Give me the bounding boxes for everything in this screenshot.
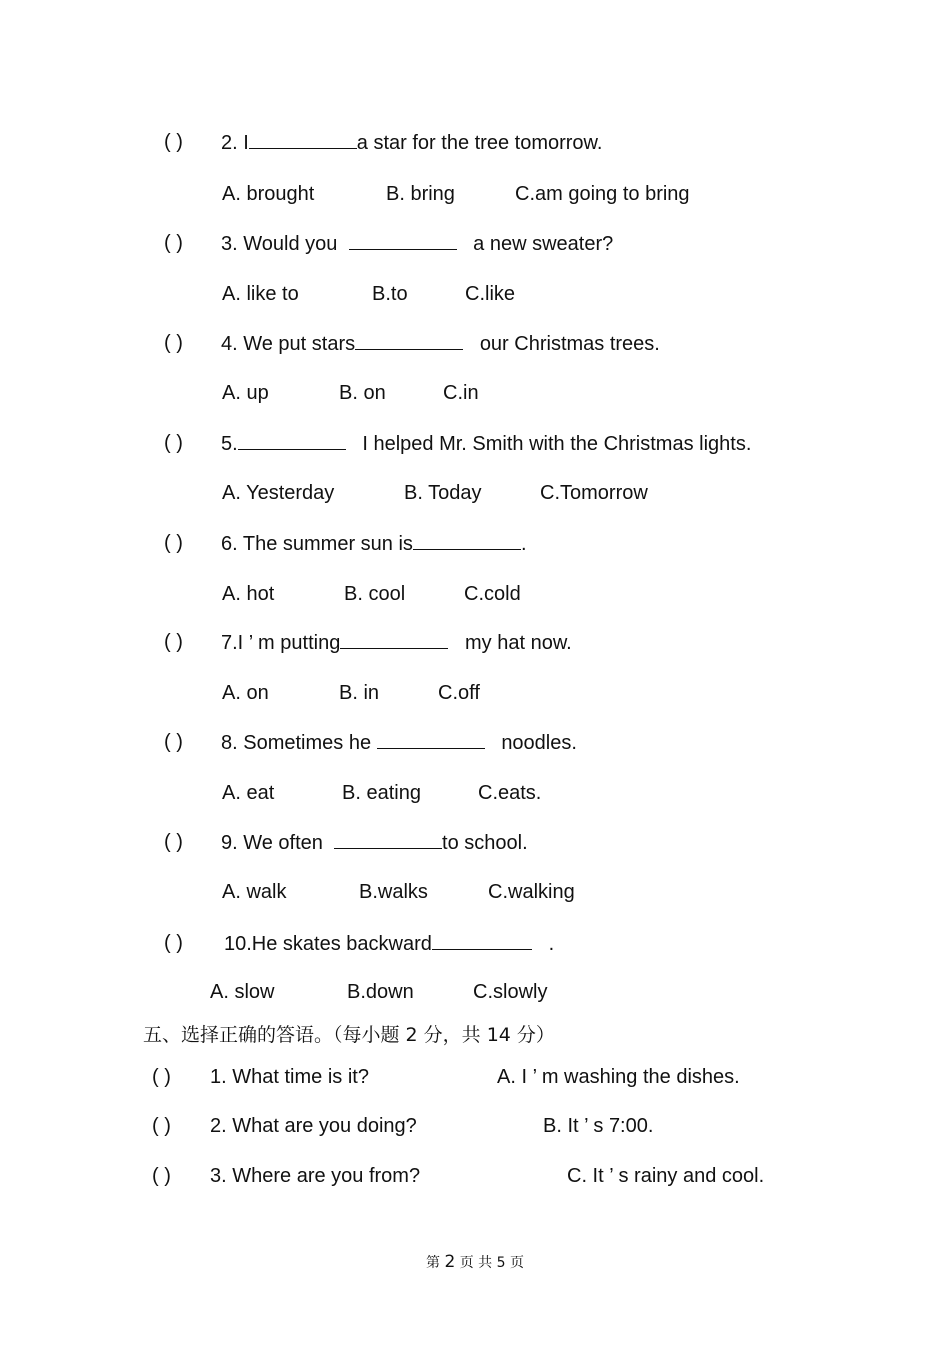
q5-option-a[interactable]: A. Yesterday — [222, 482, 335, 504]
q7-stem: 7.I ’ m putting my hat now. — [221, 632, 572, 654]
q4-option-b[interactable]: B. on — [339, 382, 386, 404]
q3-blank[interactable] — [349, 231, 457, 250]
q2-blank[interactable] — [249, 130, 357, 149]
q9-option-a[interactable]: A. walk — [222, 881, 287, 903]
footer-suffix: 页 — [510, 1255, 524, 1271]
q10-option-a[interactable]: A. slow — [210, 981, 275, 1003]
q9-blank[interactable] — [334, 830, 442, 849]
footer-total-pages: 5 — [496, 1255, 506, 1271]
q9-stem: 9. We often to school. — [221, 832, 528, 854]
q2-option-a[interactable]: A. brought — [222, 183, 315, 205]
q3-option-a[interactable]: A. like to — [222, 283, 299, 305]
q2-paren[interactable]: ( ) — [164, 131, 183, 153]
q7-option-b[interactable]: B. in — [339, 682, 380, 704]
q8-option-b[interactable]: B. eating — [342, 782, 421, 804]
q5-stem: 5. I helped Mr. Smith with the Christmas lights. — [221, 433, 752, 455]
q5-option-b[interactable]: B. Today — [404, 482, 482, 504]
match-paren-1[interactable]: ( ) — [152, 1066, 171, 1088]
q4-option-c[interactable]: C.in — [443, 382, 479, 404]
q7-option-c[interactable]: C.off — [438, 682, 480, 704]
q7-blank[interactable] — [340, 630, 448, 649]
q10-stem: 10.He skates backward . — [224, 933, 555, 955]
q6-option-a[interactable]: A. hot — [222, 583, 275, 605]
q2-stem: 2. I a star for the tree tomorrow. — [221, 132, 603, 154]
q8-option-c[interactable]: C.eats. — [478, 782, 542, 804]
q4-stem: 4. We put stars our Christmas trees. — [221, 333, 660, 355]
match-answer-a: A. I ’ m washing the dishes. — [497, 1066, 740, 1088]
page-footer — [0, 1252, 950, 1272]
q9-paren[interactable]: ( ) — [164, 831, 183, 853]
match-question-2: 2. What are you doing? — [210, 1115, 417, 1137]
q2-option-b[interactable]: B. bring — [386, 183, 455, 205]
q8-paren[interactable]: ( ) — [164, 731, 183, 753]
q5-paren[interactable]: ( ) — [164, 432, 183, 454]
q9-option-c[interactable]: C.walking — [488, 881, 575, 903]
q10-blank[interactable] — [432, 931, 532, 950]
q8-stem: 8. Sometimes he noodles. — [221, 732, 577, 754]
q6-option-c[interactable]: C.cold — [464, 583, 521, 605]
q4-paren[interactable]: ( ) — [164, 332, 183, 354]
q8-blank[interactable] — [377, 730, 485, 749]
q10-paren[interactable]: ( ) — [164, 932, 183, 954]
q8-option-a[interactable]: A. eat — [222, 782, 275, 804]
q6-paren[interactable]: ( ) — [164, 532, 183, 554]
match-question-1: 1. What time is it? — [210, 1066, 369, 1088]
q7-paren[interactable]: ( ) — [164, 631, 183, 653]
match-question-3: 3. Where are you from? — [210, 1165, 421, 1187]
match-answer-b: B. It ’ s 7:00. — [543, 1115, 654, 1137]
q10-option-b[interactable]: B.down — [347, 981, 414, 1003]
match-paren-3[interactable]: ( ) — [152, 1165, 171, 1187]
q6-stem: 6. The summer sun is . — [221, 533, 527, 555]
q6-option-b[interactable]: B. cool — [344, 583, 406, 605]
footer-middle: 页 共 — [459, 1255, 493, 1271]
footer-page-number: 2 — [444, 1252, 456, 1272]
q6-blank[interactable] — [413, 531, 521, 550]
q3-stem: 3. Would you a new sweater? — [221, 233, 614, 255]
section5-heading: 五、选择正确的答语。（每小题 2 分，共 14 分） — [143, 1024, 555, 1046]
footer-prefix: 第 — [425, 1255, 440, 1271]
q9-option-b[interactable]: B.walks — [359, 881, 428, 903]
q10-option-c[interactable]: C.slowly — [473, 981, 548, 1003]
q7-option-a[interactable]: A. on — [222, 682, 269, 704]
match-answer-c: C. It ’ s rainy and cool. — [567, 1165, 765, 1187]
q5-option-c[interactable]: C.Tomorrow — [540, 482, 648, 504]
q4-blank[interactable] — [355, 331, 463, 350]
q3-paren[interactable]: ( ) — [164, 232, 183, 254]
q3-option-c[interactable]: C.like — [465, 283, 516, 305]
q3-option-b[interactable]: B.to — [372, 283, 408, 305]
match-paren-2[interactable]: ( ) — [152, 1115, 171, 1137]
q2-option-c[interactable]: C.am going to bring — [515, 183, 690, 205]
q5-blank[interactable] — [238, 431, 346, 450]
q4-option-a[interactable]: A. up — [222, 382, 269, 404]
